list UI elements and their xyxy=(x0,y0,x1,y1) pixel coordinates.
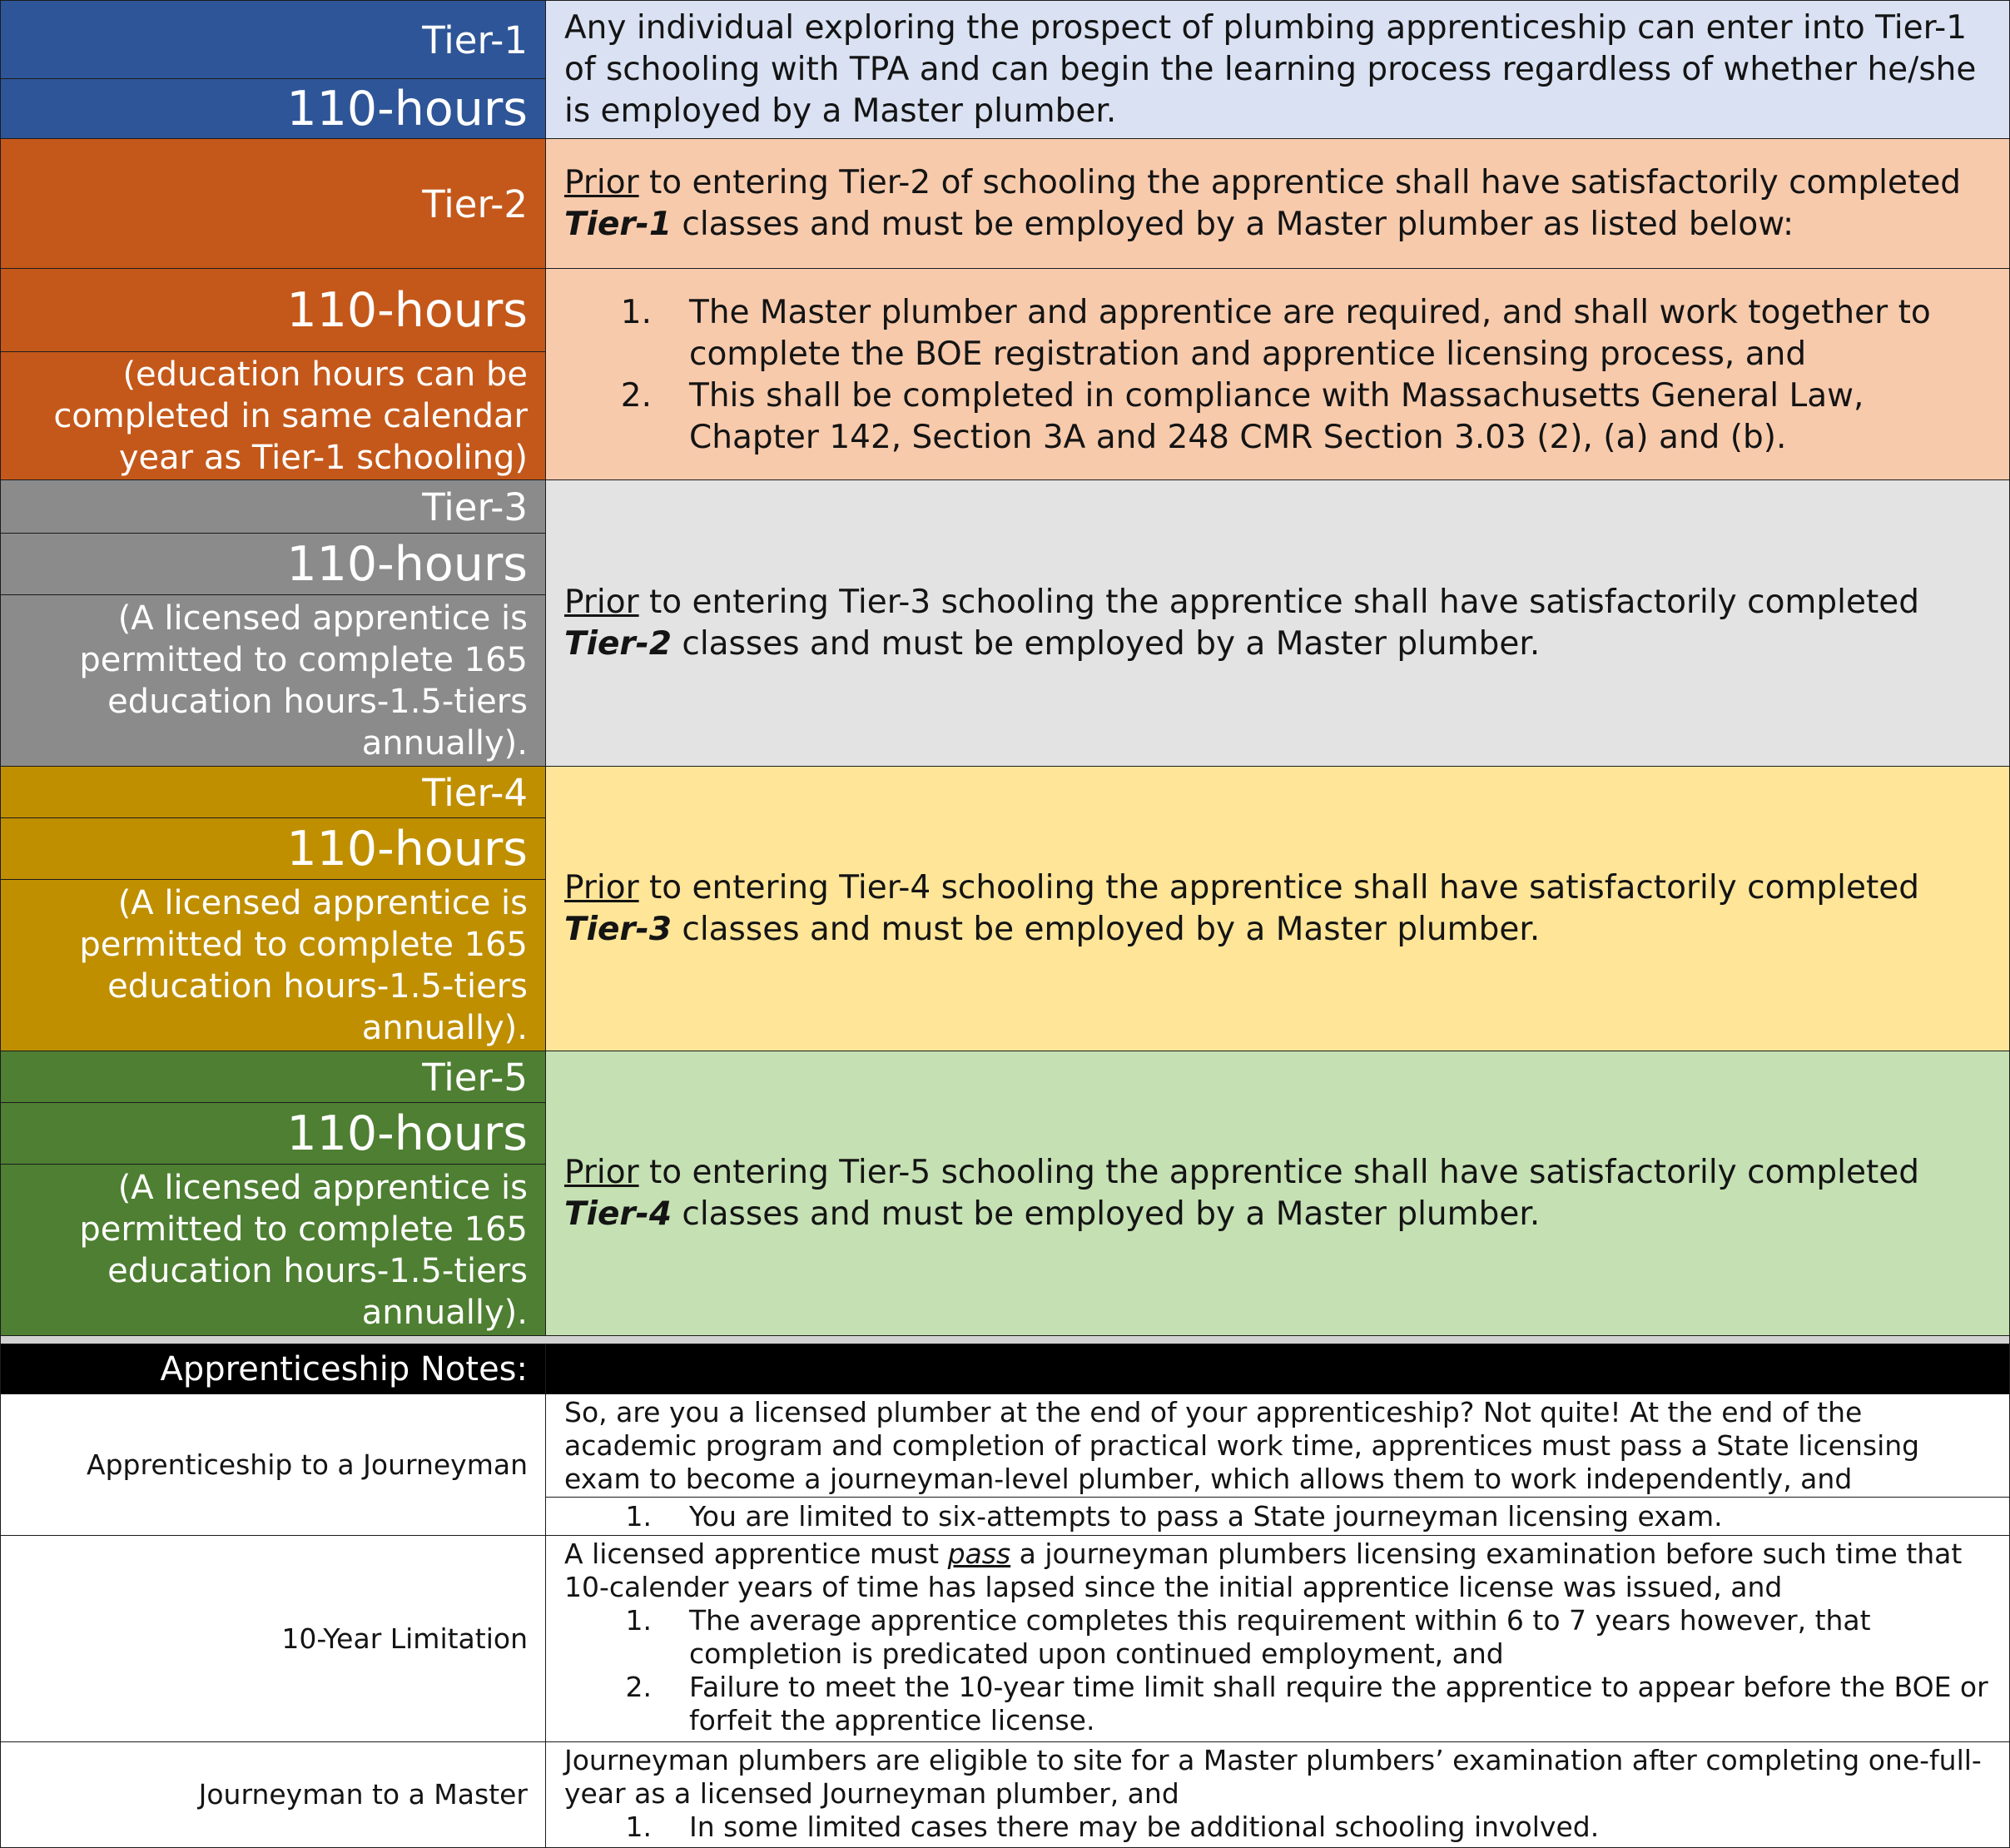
tier1-description-cell xyxy=(545,0,2010,140)
tier2-prior: Prior xyxy=(564,164,639,201)
journeyman-list-cell xyxy=(545,1497,2010,1537)
list-item-text: In some limited cases there may be additional schooling involved. xyxy=(689,1811,1600,1843)
limitation-text xyxy=(564,1538,1994,1604)
list-item-text: This shall be completed in compliance with Massachusetts General Law, Chapter 142, Section 3A and 248 CMR Section 3.03 (2), (a) and (b). xyxy=(689,377,1864,456)
tier5-hours-cell xyxy=(0,1102,547,1165)
journeyman-label: Apprenticeship to a Journeyman xyxy=(87,1448,528,1481)
list-item-number: 1. xyxy=(620,294,652,331)
tier3-text-b: classes and must be employed by a Master plumber. xyxy=(671,625,1541,663)
tier4-hours-cell xyxy=(0,817,547,881)
tier2-label-cell xyxy=(0,138,547,270)
list-item-number: 1. xyxy=(625,1500,652,1533)
list-item xyxy=(564,1500,1994,1533)
tier4-description-cell xyxy=(545,766,2010,1052)
limitation-label: 10-Year Limitation xyxy=(281,1622,528,1655)
notes-header-cell xyxy=(0,1344,547,1395)
tier4-label: Tier-4 xyxy=(422,770,528,815)
tier3-note: (A licensed apprentice is permitted to complete 165 education hours-1.5-tiers annually). xyxy=(79,599,528,763)
tier2-description xyxy=(564,162,1994,246)
tier5-description xyxy=(564,1152,1994,1235)
tier4-description xyxy=(564,867,1994,951)
list-item-text: The Master plumber and apprentice are required, and shall work together to complete the BOE registration and apprentice licensing process, and xyxy=(689,294,1931,373)
journeyman-label-cell xyxy=(0,1393,547,1537)
tier4-prior: Prior xyxy=(564,869,639,907)
limitation-emph: pass xyxy=(947,1538,1011,1570)
limitation-text-b: a journeyman plumbers licensing examination before such time that 10-calender years of time has lapsed since the initial apprentice license was issued, and xyxy=(564,1538,1963,1603)
master-label: Journeyman to a Master xyxy=(198,1778,528,1811)
tier3-description-cell xyxy=(545,479,2010,768)
tier5-emph: Tier-4 xyxy=(564,1195,672,1233)
tier1-hours-cell xyxy=(0,78,547,140)
tier5-text-b: classes and must be employed by a Master plumber. xyxy=(671,1195,1541,1233)
tier3-hours-cell xyxy=(0,533,547,596)
notes-header: Apprenticeship Notes: xyxy=(160,1350,528,1388)
tier5-note: (A licensed apprentice is permitted to complete 165 education hours-1.5-tiers annually). xyxy=(79,1169,528,1332)
tier2-emph: Tier-1 xyxy=(564,206,672,243)
tier3-label: Tier-3 xyxy=(422,484,528,529)
tier1-description: Any individual exploring the prospect of plumbing apprenticeship can enter into Tier-1 of schooling with TPA and can begin the learning process regardless of whether he/she is employed by a Master plumber. xyxy=(564,9,1977,130)
tier3-text-a: to entering Tier-3 schooling the apprentice shall have satisfactorily completed xyxy=(638,584,1920,621)
tier4-note: (A licensed apprentice is permitted to complete 165 education hours-1.5-tiers annually). xyxy=(79,884,528,1047)
tier4-text-a: to entering Tier-4 schooling the apprentice shall have satisfactorily completed xyxy=(638,869,1920,907)
list-item-text: Failure to meet the 10-year time limit shall require the apprentice to appear before the BOE or forfeit the apprentice license. xyxy=(689,1671,1988,1736)
tier4-text-b: classes and must be employed by a Master plumber. xyxy=(671,911,1541,948)
tier2-text-a: to entering Tier-2 of schooling the apprentice shall have satisfactorily completed xyxy=(638,164,1962,201)
list-item-text: You are limited to six-attempts to pass a State journeyman licensing exam. xyxy=(689,1500,1723,1533)
tier5-note-cell xyxy=(0,1164,547,1337)
tier5-label-cell xyxy=(0,1051,547,1104)
master-text-cell xyxy=(545,1741,2010,1848)
tier2-hours-cell xyxy=(0,268,547,353)
journeyman-list xyxy=(564,1500,1994,1533)
tier5-text-a: to entering Tier-5 schooling the apprentice shall have satisfactorily completed xyxy=(638,1154,1920,1191)
journeyman-text: So, are you a licensed plumber at the end of your apprenticeship? Not quite! At the end of the academic program and completion of practical work time, apprentices must pass a State licensing exam to become a journeyman-level plumber, which allows them to work independently, and xyxy=(564,1396,1920,1495)
list-item xyxy=(564,1604,1994,1671)
limitation-text-a: A licensed apprentice must xyxy=(564,1538,948,1570)
limitation-text-cell xyxy=(545,1535,2010,1743)
journeyman-text-cell xyxy=(545,1393,2010,1498)
notes-header-blank-cell xyxy=(545,1344,2010,1395)
tier3-emph: Tier-2 xyxy=(564,625,672,663)
list-item xyxy=(564,292,1994,375)
tier3-label-cell xyxy=(0,479,547,534)
list-item-text: The average apprentice completes this requirement within 6 to 7 years however, that completion is predicated upon continued employment, and xyxy=(689,1604,1871,1670)
master-label-cell xyxy=(0,1741,547,1848)
limitation-list xyxy=(564,1604,1994,1737)
list-item-number: 1. xyxy=(625,1811,652,1843)
tier2-label: Tier-2 xyxy=(422,181,528,226)
tier4-note-cell xyxy=(0,879,547,1052)
list-item-number: 1. xyxy=(625,1604,652,1637)
tier5-label: Tier-5 xyxy=(422,1055,528,1100)
tier5-prior: Prior xyxy=(564,1154,639,1191)
list-item-number: 2. xyxy=(620,377,652,415)
tier3-prior: Prior xyxy=(564,584,639,621)
tier3-description xyxy=(564,582,1994,665)
list-item-number: 2. xyxy=(625,1671,652,1703)
master-text: Journeyman plumbers are eligible to site for a Master plumbers’ examination after completing one-full-year as a licensed Journeyman plumber, and xyxy=(564,1744,1982,1810)
tier1-label: Tier-1 xyxy=(422,17,528,62)
tier2-description-cell xyxy=(545,138,2010,270)
tier2-note: (education hours can be completed in same calendar year as Tier-1 schooling) xyxy=(53,355,528,477)
list-item xyxy=(564,1671,1994,1737)
master-list xyxy=(564,1811,1994,1844)
tier2-list xyxy=(564,292,1994,459)
tier5-hours: 110-hours xyxy=(286,1105,528,1161)
tier3-note-cell xyxy=(0,594,547,768)
tier2-list-cell xyxy=(545,268,2010,481)
limitation-label-cell xyxy=(0,1535,547,1743)
tier2-hours: 110-hours xyxy=(286,282,528,338)
tier2-note-cell xyxy=(0,351,547,481)
tier5-description-cell xyxy=(545,1051,2010,1337)
tier3-hours: 110-hours xyxy=(286,536,528,592)
tier4-label-cell xyxy=(0,766,547,819)
list-item xyxy=(564,375,1994,459)
tier2-text-b: classes and must be employed by a Master plumber as listed below: xyxy=(671,206,1794,243)
tier1-label-cell xyxy=(0,0,547,80)
list-item xyxy=(564,1811,1994,1844)
tier1-hours: 110-hours xyxy=(286,81,528,137)
tier4-hours: 110-hours xyxy=(286,821,528,877)
tier4-emph: Tier-3 xyxy=(564,911,672,948)
